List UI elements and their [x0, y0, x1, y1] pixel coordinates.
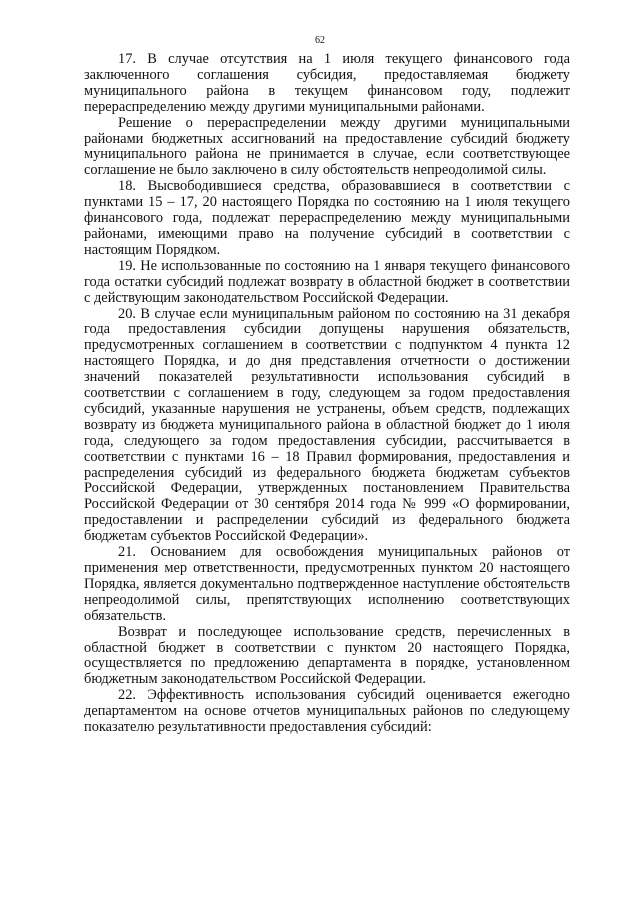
document-body: [84, 52, 570, 736]
paragraph-clause-20: 20. В случае если муниципальным районом по состоянию на 31 декабря года предоставления субсидии допущены нарушения обязательств, предусмотренных соглашением в соответствии с подпунктом 4 пункта 12 настоящего Порядка, и до дня представления отчетности о достижении значений показателей результативности использования субсидий в соответствии с соглашением в году, следующем за годом предоставления субсидий, указанные нарушения не устранены, объем средств, подлежащих возврату из бюджета муниципального района в областной бюджет до 1 июля года, следующего за годом предоставления субсидии, рассчитывается в соответствии с пунктами 16 – 18 Правил формирования, предоставления и распределения субсидий из федерального бюджета бюджетам субъектов Российской Федерации, утвержденных постановлением Правительства Российской Федерации от 30 сентября 2014 года № 999 «О формировании, предоставлении и распределении субсидий из федерального бюджета бюджетам субъектов Российской Федерации».: [84, 305, 570, 545]
paragraph-clause-18: 18. Высвободившиеся средства, образовавшиеся в соответствии с пунктами 15 – 17, 20 настоящего Порядка по состоянию на 1 июля текущего финансового года, подлежат перераспределению между муниципальными районами, имеющими право на получение субсидий в соответствии с настоящим Порядком.: [84, 178, 570, 258]
paragraph-clause-22: 22. Эффективность использования субсидий оценивается ежегодно департаментом на основе отчетов муниципальных районов по следующему показателю результативности предоставления субсидий:: [84, 687, 570, 736]
paragraph-redistribution-decision: Решение о перераспределении между другими муниципальными районами бюджетных ассигнований на предоставление субсидий бюджету муниципального района не принимается в случае, если соответствующее соглашение не было заключено в силу обстоятельств непреодолимой силы.: [84, 114, 570, 179]
paragraph-clause-21: 21. Основанием для освобождения муниципальных районов от применения мер ответственности, предусмотренных пунктом 20 настоящего Порядка, является документально подтвержденное наступление обстоятельств непреодолимой силы, препятствующих исполнению соответствующих обязательств.: [84, 544, 570, 624]
paragraph-clause-17: 17. В случае отсутствия на 1 июля текущего финансового года заключенного соглашения субсидия, предоставляемая бюджету муниципального района в текущем финансовом году, подлежит перераспределению между другими муниципальными районами.: [84, 51, 570, 115]
paragraph-return-of-funds: Возврат и последующее использование средств, перечисленных в областной бюджет в соответствии с пунктом 20 настоящего Порядка, осуществляется по предложению департамента в порядке, установленном бюджетным законодательством Российской Федерации.: [84, 623, 570, 688]
paragraph-clause-19: 19. Не использованные по состоянию на 1 января текущего финансового года остатки субсидий подлежат возврату в областной бюджет в соответствии с действующим законодательством Российской Федерации.: [84, 257, 570, 306]
page-number: 62: [315, 35, 325, 46]
